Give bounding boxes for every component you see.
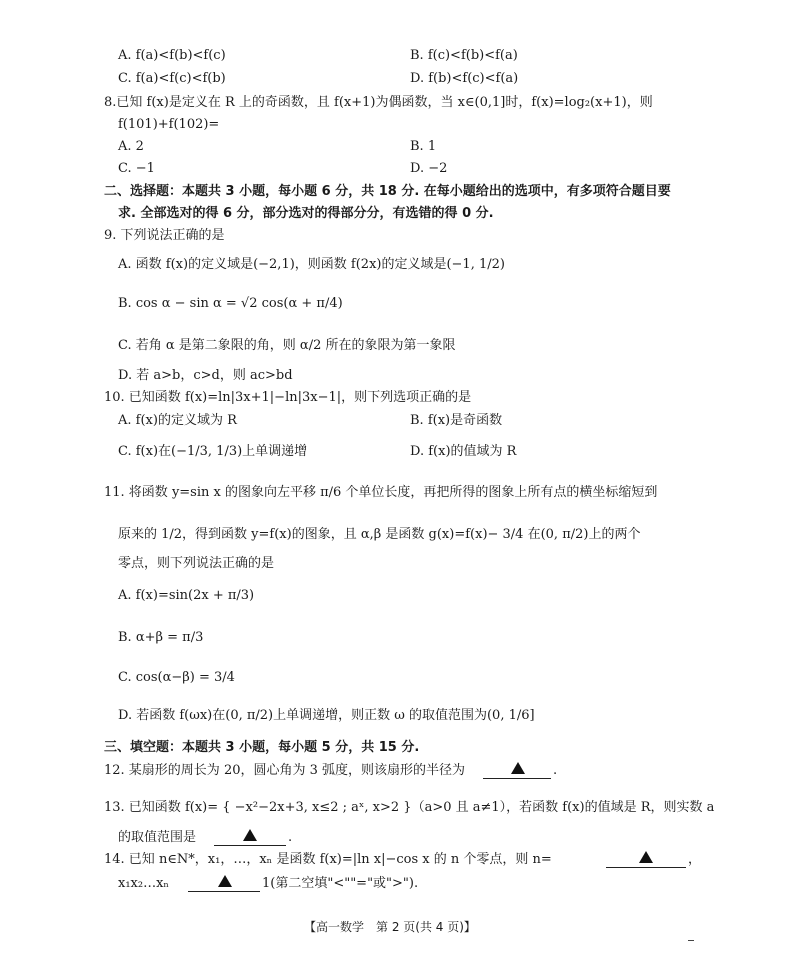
q8-option-c: C. −1 [118, 161, 155, 176]
q11-option-d: D. 若函数 f(ωx)在(0, π/2)上单调递增，则正数 ω 的取值范围为(0, 1/6] [118, 708, 535, 723]
section3-heading: 三、填空题：本题共 3 小题，每小题 5 分，共 15 分. [104, 740, 420, 755]
q14-answer-blank-n[interactable] [606, 867, 686, 868]
q12-answer-blank[interactable] [483, 778, 551, 779]
q14-stem: 14. 已知 n∈N*，x₁，…，xₙ 是函数 f(x)=|ln x|−cos x 的 n 个零点，则 n= [104, 852, 552, 867]
q8-stem-cont: f(101)+f(102)= [118, 117, 220, 132]
q12-end-punct: . [553, 763, 558, 778]
section2-heading: 二、选择题：本题共 3 小题，每小题 6 分，共 18 分. 在每小题给出的选项中，有多项符合题目要 [104, 184, 671, 199]
q11-stem: 11. 将函数 y=sin x 的图象向左平移 π/6 个单位长度，再把所得的图象上所有点的横坐标缩短到 [104, 485, 658, 500]
q8-option-d: D. −2 [410, 161, 448, 176]
corner-mark [688, 940, 694, 941]
q11-stem-cont2: 零点，则下列说法正确的是 [118, 556, 275, 571]
q9-option-c: C. 若角 α 是第二象限的角，则 α/2 所在的象限为第一象限 [118, 338, 456, 353]
q14-comma: ， [688, 852, 702, 867]
q13-stem-cont: 的取值范围是 [118, 830, 197, 845]
q14-blank-marker-icon [639, 851, 653, 863]
q10-option-c: C. f(x)在(−1/3, 1/3)上单调递增 [118, 444, 308, 459]
q14-blank-marker-icon-2 [218, 875, 232, 887]
q11-stem-cont: 原来的 1/2，得到函数 y=f(x)的图象，且 α,β 是函数 g(x)=f(x)− 3/4 在(0, π/2)上的两个 [118, 527, 641, 542]
q14-stem-cont: x₁x₂…xₙ [118, 876, 170, 891]
q7-option-d: D. f(b)<f(c)<f(a) [410, 71, 519, 86]
q8-option-a: A. 2 [118, 139, 144, 154]
q11-option-a: A. f(x)=sin(2x + π/3) [118, 588, 255, 603]
section2-heading-cont: 求. 全部选对的得 6 分，部分选对的得部分分，有选错的得 0 分. [118, 206, 494, 221]
q12-stem: 12. 某扇形的周长为 20，圆心角为 3 弧度，则该扇形的半径为 [104, 763, 466, 778]
q9-option-a: A. 函数 f(x)的定义域是(−2,1)，则函数 f(2x)的定义域是(−1, 1/2) [118, 257, 505, 272]
q11-option-c: C. cos(α−β) = 3/4 [118, 670, 235, 685]
q13-blank-marker-icon [243, 829, 257, 841]
q11-option-b: B. α+β = π/3 [118, 630, 204, 645]
q10-option-b: B. f(x)是奇函数 [410, 413, 503, 428]
q14-stem-end: 1(第二空填"<""="或">"). [262, 876, 419, 891]
q7-option-c: C. f(a)<f(c)<f(b) [118, 71, 226, 86]
q10-option-d: D. f(x)的值域为 R [410, 444, 517, 459]
q10-option-a: A. f(x)的定义域为 R [118, 413, 237, 428]
q9-option-b: B. cos α − sin α = √2 cos(α + π/4) [118, 296, 343, 311]
q9-stem: 9. 下列说法正确的是 [104, 228, 225, 243]
q9-option-d: D. 若 a>b，c>d，则 ac>bd [118, 368, 293, 383]
q7-option-a: A. f(a)<f(b)<f(c) [118, 48, 226, 63]
q10-stem: 10. 已知函数 f(x)=ln|3x+1|−ln|3x−1|，则下列选项正确的是 [104, 390, 472, 405]
q14-answer-blank-compare[interactable] [188, 891, 260, 892]
q13-stem: 13. 已知函数 f(x)= { −x²−2x+3, x≤2 ; aˣ, x>2 }（a>0 且 a≠1），若函数 f(x)的值域是 R，则实数 a [104, 800, 715, 815]
q7-option-b: B. f(c)<f(b)<f(a) [410, 48, 518, 63]
q13-end-punct: . [288, 830, 293, 845]
q12-blank-marker-icon [511, 762, 525, 774]
page-footer: 【高一数学 第 2 页(共 4 页)】 [304, 920, 476, 934]
q8-stem: 8.已知 f(x)是定义在 R 上的奇函数，且 f(x+1)为偶函数，当 x∈(0,1]时，f(x)=log₂(x+1)，则 [104, 95, 653, 110]
q8-option-b: B. 1 [410, 139, 437, 154]
q13-answer-blank[interactable] [214, 845, 286, 846]
